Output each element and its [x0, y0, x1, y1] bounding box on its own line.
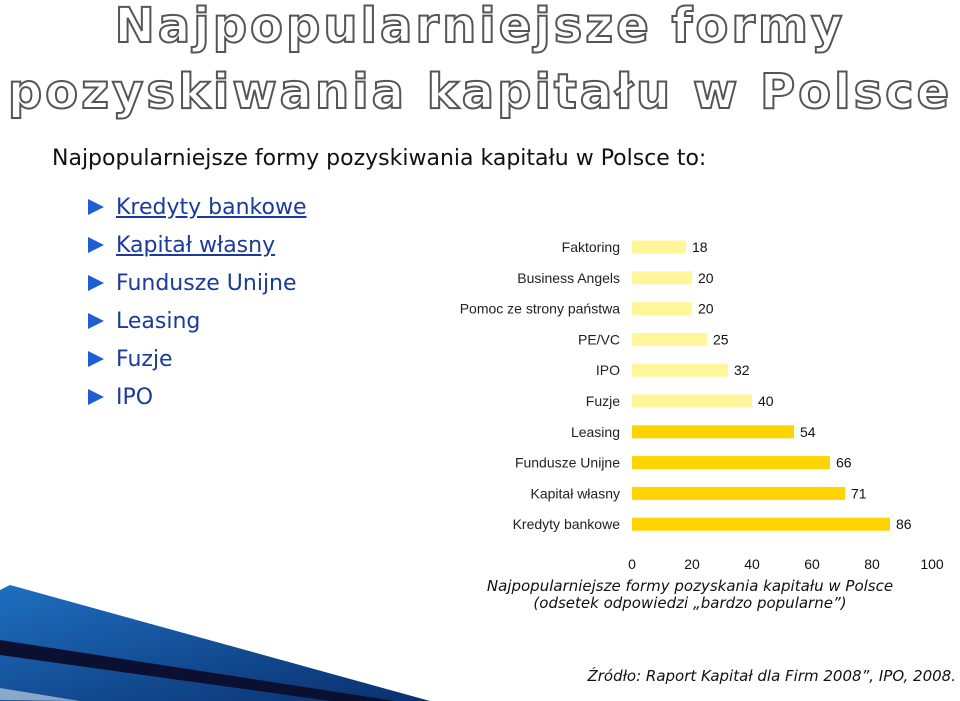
value-label: 20: [698, 269, 714, 286]
category-label: Pomoc ze strony państwa: [459, 300, 620, 317]
x-tick-label: 20: [684, 556, 700, 572]
bar: [632, 302, 692, 315]
category-label: Business Angels: [517, 269, 620, 286]
category-label: Kapitał własny: [530, 485, 620, 502]
category-label: Fuzje: [585, 393, 620, 409]
category-label: IPO: [595, 362, 620, 379]
bar: [632, 518, 890, 531]
bullet-label: Fuzje: [116, 346, 173, 372]
value-label: 86: [896, 516, 912, 533]
value-label: 54: [800, 423, 816, 440]
value-label: 32: [734, 362, 750, 379]
bullet-label[interactable]: Kredyty bankowe: [116, 194, 307, 220]
category-label: PE/VC: [577, 331, 620, 348]
x-tick-label: 60: [804, 556, 820, 572]
category-label: Faktoring: [561, 239, 620, 255]
slide-title-line2: pozyskiwania kapitału w Polsce: [7, 64, 953, 120]
x-tick-label: 100: [920, 556, 944, 572]
value-label: 20: [698, 300, 714, 317]
bar: [632, 241, 686, 254]
bullet-label: IPO: [116, 384, 154, 410]
chart-caption-line1: Najpopularniejsze formy pozyskania kapitału w Polsce: [486, 577, 894, 595]
value-label: 71: [851, 485, 867, 502]
bar: [632, 333, 707, 346]
intro-text: Najpopularniejsze formy pozyskiwania kapitału w Polsce to:: [52, 146, 707, 171]
category-label: Fundusze Unijne: [514, 454, 620, 471]
x-tick-label: 0: [628, 556, 636, 572]
bar: [632, 364, 728, 377]
bullet-label[interactable]: Kapitał własny: [116, 232, 276, 258]
value-label: 18: [692, 239, 708, 255]
x-tick-label: 40: [744, 556, 760, 572]
bullet-label: Leasing: [116, 308, 201, 334]
bar: [632, 425, 794, 438]
value-label: 40: [758, 393, 774, 409]
category-label: Leasing: [570, 423, 620, 440]
value-label: 25: [713, 331, 729, 348]
bar: [632, 456, 830, 469]
chart-caption-line2: (odsetek odpowiedzi „bardzo popularne”): [533, 594, 847, 612]
bar: [632, 487, 845, 500]
bullet-label: Fundusze Unijne: [116, 270, 297, 296]
bar: [632, 271, 692, 284]
source-note: Źródło: Raport Kapitał dla Firm 2008”, IPO, 2008.: [587, 667, 956, 685]
value-label: 66: [836, 454, 852, 471]
category-label: Kredyty bankowe: [512, 516, 620, 533]
bar: [632, 395, 752, 408]
slide-title-line1: Najpopularniejsze formy: [114, 0, 846, 54]
x-tick-label: 80: [864, 556, 880, 572]
